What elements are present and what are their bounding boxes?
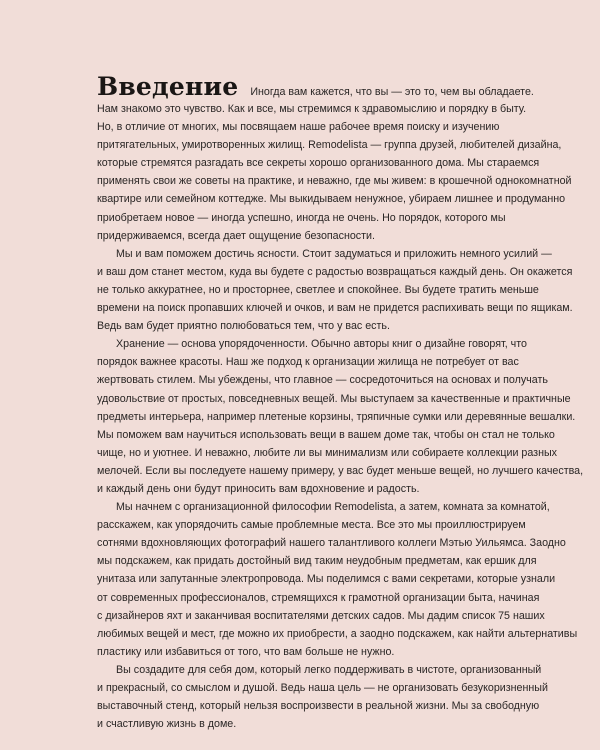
text-line: Иногда вам кажется, что вы — это то, чем вы обладаете. — [250, 86, 534, 98]
text-line: мы подскажем, как придать достойный вид таким неудобным предметам, как ершик для — [97, 555, 537, 568]
text-line: с дизайнеров яхт и заканчивая воспитателями детских садов. Мы дадим список 75 наших — [97, 609, 545, 622]
text-line: придерживаемся, всегда дает ощущение безопасности. — [97, 229, 375, 242]
text-line: мелочей. Если вы последуете нашему примеру, у вас будет меньше вещей, но лучшего качества, — [97, 464, 584, 477]
text-line: Вы создадите для себя дом, который легко поддерживать в чистоте, организованный — [116, 663, 542, 676]
text-line: предметы интерьера, например плетеные корзины, тряпичные сумки или деревянные вешалки. — [97, 410, 576, 423]
text-line: Хранение — основа упорядоченности. Обычно авторы книг о дизайне говорят, что — [116, 338, 527, 351]
text-line: времени на поиск пропавших ключей и очков, и вам не придется распихивать вещи по ящикам. — [97, 302, 573, 315]
text-line: чище, но и уютнее. И неважно, любите ли вы минимализм или собираете коллекции разных — [97, 446, 557, 459]
text-line: сотнями вдохновляющих фотографий нашего талантливого коллеги Мэтью Уильямса. Заодно — [97, 537, 566, 550]
text-line: и прекрасный, со смыслом и душой. Ведь наша цель — не организовать безукоризненный — [97, 682, 548, 694]
text-line: Ведь вам будет приятно полюбоваться тем, что у вас есть. — [97, 320, 390, 333]
text-line: удовольствие от простых, повседневных вещей. Мы выступаем за качественные и практичные — [97, 392, 571, 405]
text-line: любимых вещей и мест, где можно их приобрести, а заодно подскажем, как найти альтернативы — [97, 627, 578, 640]
text-line: применять свои же советы на практике, и неважно, где мы живем: в крошечной однокомнатной — [97, 175, 572, 188]
text-line: пластику или избавиться от того, что вам больше не нужно. — [97, 645, 395, 658]
text-line: не только аккуратнее, но и просторнее, светлее и спокойнее. Вы будете тратить меньше — [97, 283, 539, 296]
text-line: порядок важнее красоты. Наш же подход к организации жилища не потребует от вас — [97, 356, 519, 369]
body-text — [97, 72, 584, 733]
heading-line — [97, 72, 534, 101]
text-line: Мы начнем с организационной философии Remodelista, а затем, комната за комнатой, — [116, 501, 550, 514]
text-line: унитаза или запутанные электропровода. Мы поделимся с вами секретами, которые узнали — [97, 573, 556, 586]
text-line: жертвовать стилем. Мы убеждены, что главное — сосредоточиться на основах и получать — [97, 374, 548, 387]
page-title: Введение — [97, 72, 239, 101]
text-line: расскажем, как упорядочить самые проблемные места. Все это мы проиллюстрируем — [97, 519, 526, 532]
text-line: выставочный стенд, который нельзя воспроизвести в реальной жизни. Мы за свободную — [97, 700, 540, 713]
text-line: Но, в отличие от многих, мы посвящаем наше рабочее время поиску и изучению — [97, 121, 500, 134]
text-line: квартире или семейном коттедже. Мы выкидываем ненужное, убираем лишнее и продуманно — [97, 193, 566, 206]
text-line: притягательных, умиротворенных жилищ. Remodelista — группа друзей, любителей дизайна, — [97, 139, 562, 152]
text-line: и счастливую жизнь в доме. — [97, 718, 237, 731]
text-line: которые стремятся разгадать все секреты хорошо организованного дома. Мы стараемся — [97, 157, 540, 170]
text-line: от современных профессионалов, стремящихся к грамотной организации быта, начиная — [97, 591, 540, 604]
text-line: Мы поможем вам научиться использовать вещи в вашем доме так, чтобы он стал не только — [97, 428, 555, 441]
text-line: Мы и вам поможем достичь ясности. Стоит задуматься и приложить немного усилий — — [116, 247, 552, 260]
text-line: Нам знакомо это чувство. Как и все, мы стремимся к здравомыслию и порядку в быту. — [97, 103, 527, 115]
text-line: и ваш дом станет местом, куда вы будете с радостью возвращаться каждый день. Он окажется — [97, 265, 573, 278]
text-line: приобретаем новое — иногда успешно, иногда не очень. Но порядок, которого мы — [97, 211, 506, 224]
text-line: и каждый день они будут приносить вам вдохновение и радость. — [97, 482, 420, 495]
